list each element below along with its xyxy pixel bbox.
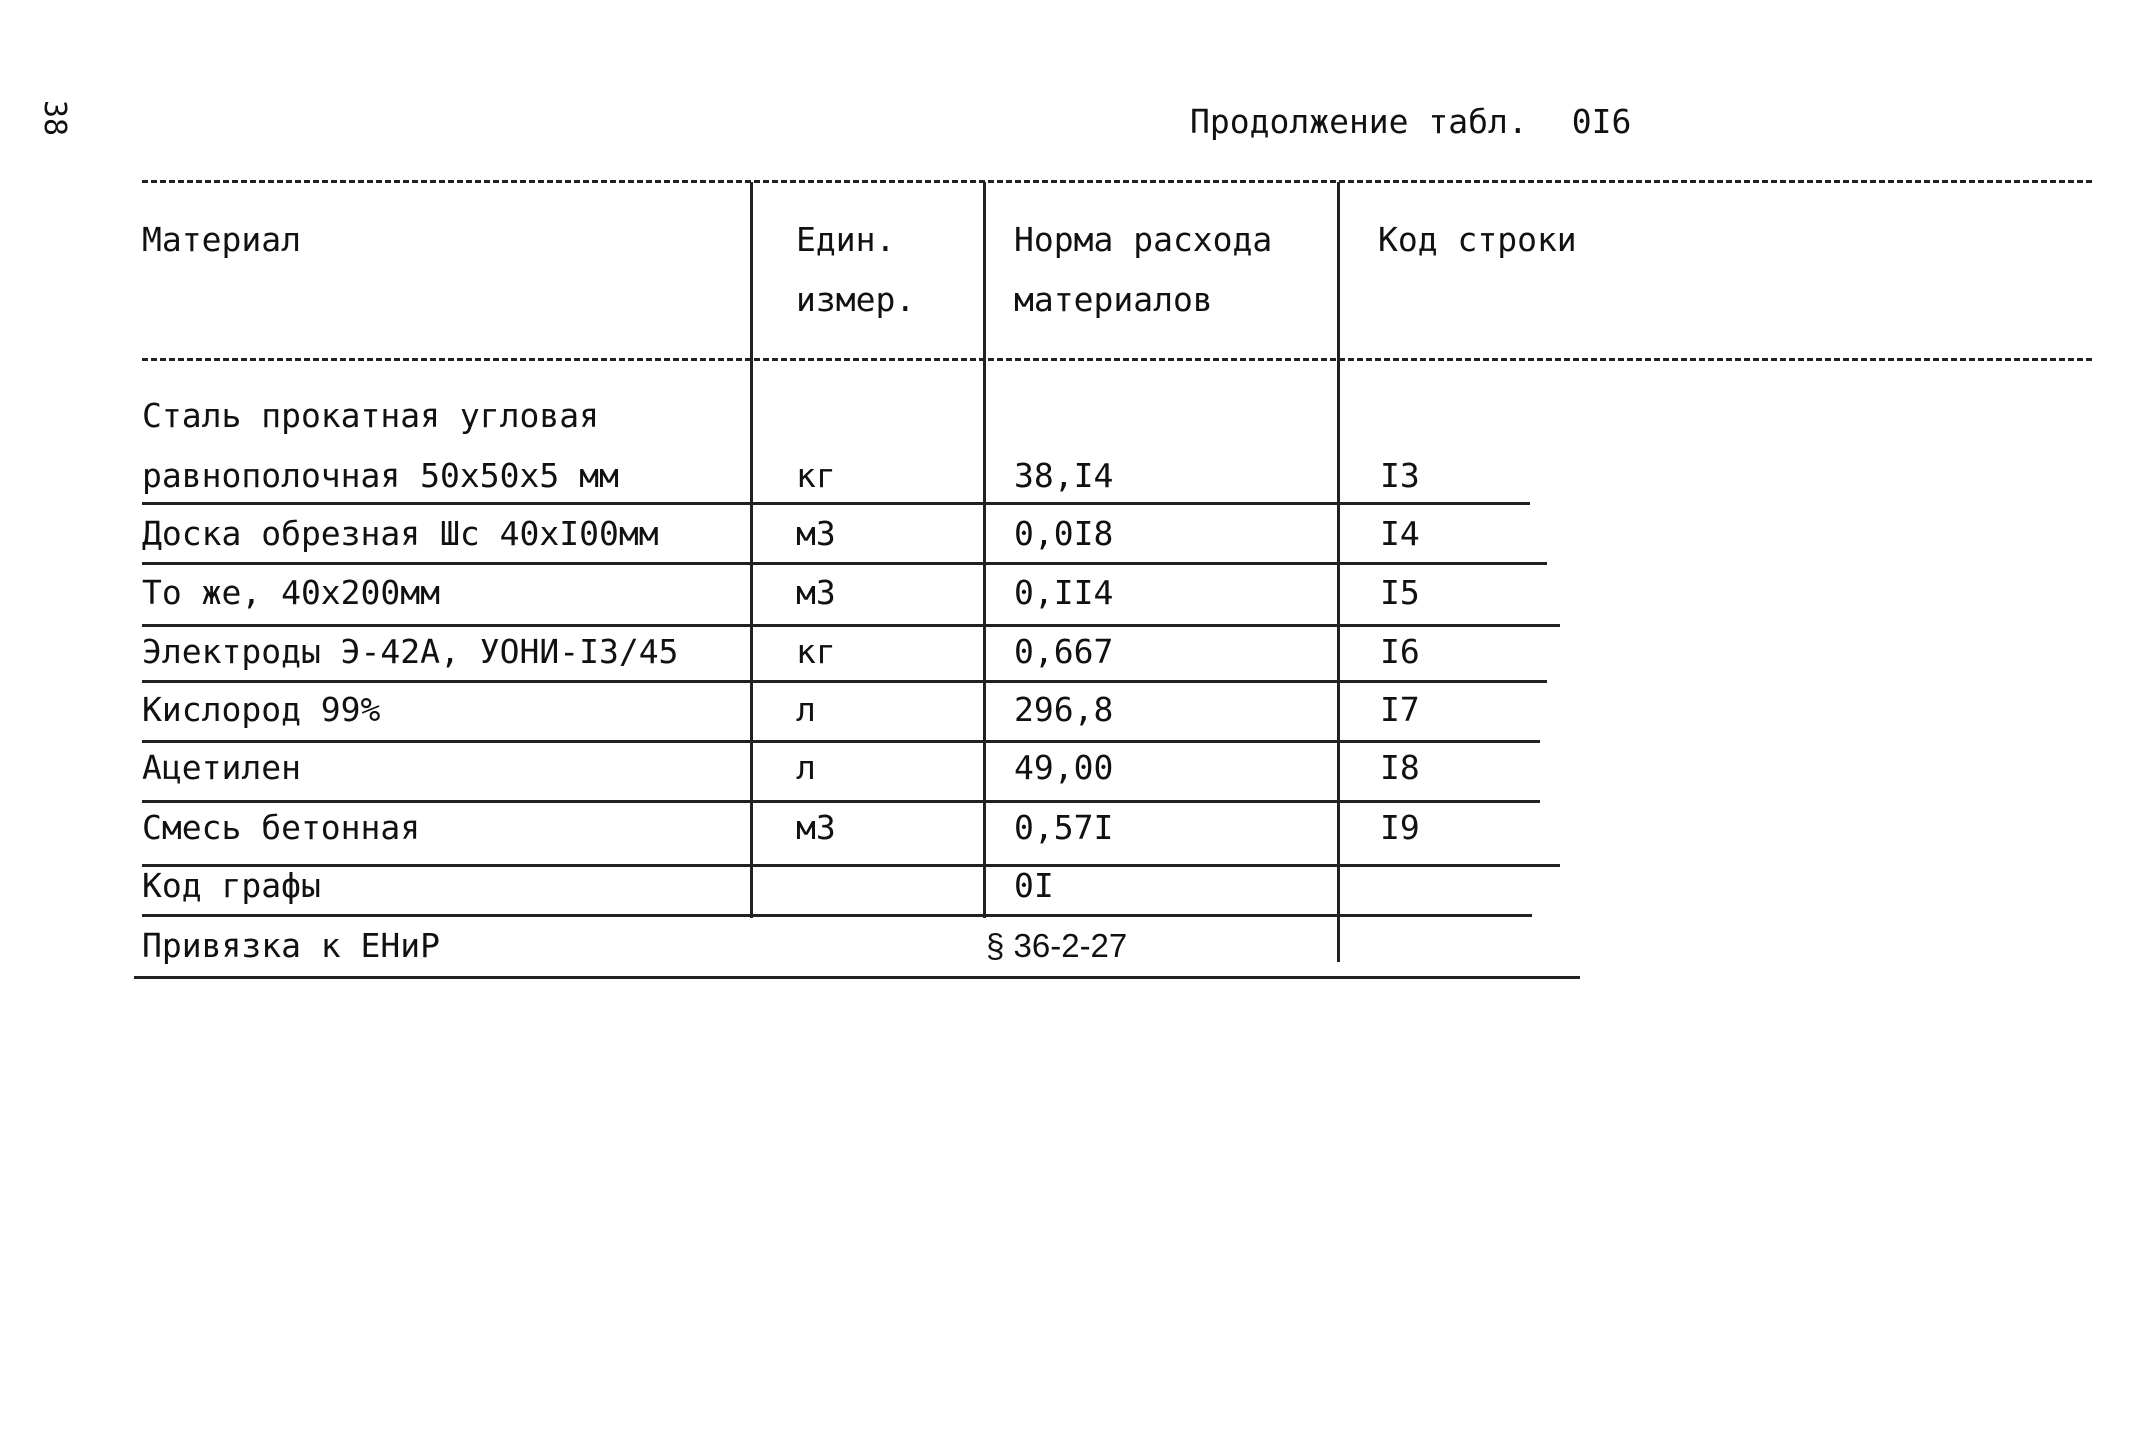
- row-5-bottom-rule: [142, 740, 1540, 743]
- row-2-material: Доска обрезная Шс 40хI00мм: [142, 514, 659, 553]
- column-divider-code: [1337, 182, 1340, 962]
- row-6-bottom-rule: [142, 800, 1540, 803]
- row-4-material: Электроды Э-42А, УОНИ-I3/45: [142, 632, 679, 671]
- header-top-rule: [142, 180, 2092, 183]
- row-7-code: I9: [1380, 808, 1420, 847]
- row-6-material: Ацетилен: [142, 748, 301, 787]
- row-3-code: I5: [1380, 573, 1420, 612]
- binding-value: § 36-2-27: [986, 927, 1128, 964]
- row-7-material: Смесь бетонная: [142, 808, 421, 847]
- header-code-row: Код строки: [1378, 220, 1577, 259]
- row-1-norm: 38,I4: [1014, 456, 1114, 495]
- row-4-bottom-rule: [142, 680, 1547, 683]
- row-1-material-line1: Сталь прокатная угловая: [142, 396, 599, 435]
- header-norm-line2: материалов: [1014, 280, 1213, 319]
- row-3-bottom-rule: [142, 624, 1560, 627]
- header-bottom-rule: [142, 358, 2092, 361]
- header-unit-line2: измер.: [796, 280, 916, 319]
- column-divider-norm: [983, 182, 986, 918]
- row-6-unit: л: [796, 748, 816, 787]
- row-4-norm: 0,667: [1014, 632, 1114, 671]
- row-1-material: равнополочная 50х50х5 мм: [142, 456, 619, 495]
- row-7-norm: 0,57I: [1014, 808, 1114, 847]
- row-5-norm: 296,8: [1014, 690, 1114, 729]
- column-code-value: 0I: [1014, 866, 1054, 905]
- row-5-material: Кислород 99%: [142, 690, 381, 729]
- row-1-bottom-rule: [142, 502, 1530, 505]
- row-5-code: I7: [1380, 690, 1420, 729]
- header-norm-line1: Норма расхода: [1014, 220, 1273, 259]
- column-code-bottom-rule: [142, 914, 1532, 917]
- row-6-norm: 49,00: [1014, 748, 1114, 787]
- row-5-unit: л: [796, 690, 816, 729]
- table-bottom-rule: [134, 976, 1580, 979]
- table-caption: [1190, 102, 1631, 141]
- row-2-norm: 0,0I8: [1014, 514, 1114, 553]
- row-1-code: I3: [1380, 456, 1420, 495]
- header-unit-line1: Един.: [796, 220, 896, 259]
- column-code-label: Код графы: [142, 866, 321, 905]
- header-material: Материал: [142, 220, 301, 259]
- caption-text: Продолжение табл.: [1190, 102, 1528, 141]
- row-3-material: То же, 40х200мм: [142, 573, 441, 612]
- row-4-code: I6: [1380, 632, 1420, 671]
- caption-table-number: 0I6: [1571, 102, 1632, 141]
- row-2-code: I4: [1380, 514, 1420, 553]
- page-number: 38: [37, 100, 72, 137]
- column-divider-unit: [750, 182, 753, 918]
- row-1-unit: кг: [796, 456, 836, 495]
- binding-label: Привязка к ЕНиР: [142, 926, 441, 965]
- row-4-unit: кг: [796, 632, 836, 671]
- row-3-unit: м3: [796, 573, 836, 612]
- row-7-bottom-rule: [142, 864, 1560, 867]
- row-2-bottom-rule: [142, 562, 1547, 565]
- row-7-unit: м3: [796, 808, 836, 847]
- row-6-code: I8: [1380, 748, 1420, 787]
- row-2-unit: м3: [796, 514, 836, 553]
- row-3-norm: 0,II4: [1014, 573, 1114, 612]
